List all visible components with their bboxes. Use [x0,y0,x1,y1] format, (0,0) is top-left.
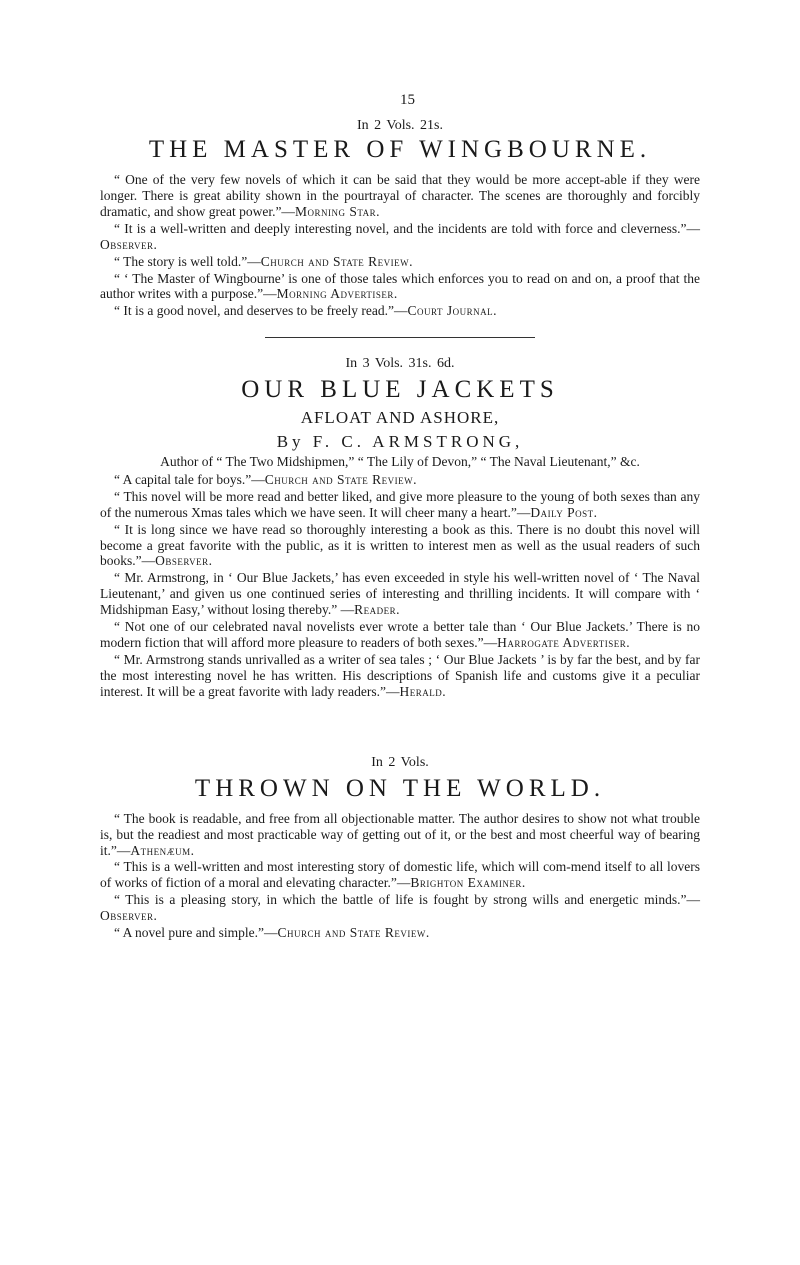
volumes-price: In 2 Vols. [371,754,429,770]
review-quote [100,652,700,700]
review-text: “ This is a pleasing story, in which the battle of life is fought by strong wills and energetic minds.”— [114,892,700,908]
review-text: “ ‘ The Master of Wingbourne’ is one of those tales which enforces you to read on and on, a proof that the author writes with a purpose.”— [100,270,700,302]
review-quote [100,892,700,924]
review-quote [100,489,700,521]
review-quote [100,472,700,488]
review-text: “ This novel will be more read and better liked, and give more pleasure to the young of both sexes than any of the numerous Xmas tales which we have seen. It will cheer many a heart.”— [100,488,700,520]
review-text: “ Not one of our celebrated naval novelists ever wrote a better tale than ‘ Our Blue Jackets.’ There is no modern fiction that will afford more pleasure to readers of both sexes.”— [100,619,700,651]
book-author: By F. C. ARMSTRONG, [276,432,524,452]
review-text: “ A capital tale for boys.”— [114,471,265,487]
review-source: Church and State Review. [264,471,417,487]
review-source: Morning Star. [294,203,380,219]
review-source: Observer. [155,553,213,569]
review-quote [100,221,700,253]
section-master-of-wingbourne [100,88,700,319]
review-source: Herald. [399,683,447,699]
section-divider [265,337,535,338]
book-title: THE MASTER OF WINGBOURNE. [148,136,652,163]
volumes-price: In 2 Vols. 21s. [356,118,443,133]
section-thrown-on-the-world [100,755,700,941]
section-our-blue-jackets [100,356,700,699]
review-source: Church and State Review. [277,925,430,941]
section-spacer [100,701,700,755]
review-source: Brighton Examiner. [410,875,526,891]
review-text: “ The book is readable, and free from all objectionable matter. The author desires to show not what trouble is, but the readiest and most practicable way of getting out of it, or the best and most cheerful way of bearing it.”— [100,810,700,858]
review-source: Harrogate Advertiser. [497,635,631,651]
review-source: Morning Advertiser. [276,286,398,302]
review-text: “ It is long since we have read so thoroughly interesting a book as this. There is no doubt this novel will become a great favorite with the public, as it is written to interest men as well as the usual readers of such books.”— [100,521,700,569]
review-quote [100,811,700,859]
volumes-price: In 3 Vols. 31s. 6d. [345,356,455,372]
review-source: Daily Post. [530,504,598,520]
book-subtitle: AFLOAT AND ASHORE, [300,408,500,428]
review-text: “ One of the very few novels of which it can be said that they would be more accept-able if they were longer. There is great ability shown in the pourtrayal of character. The scenes are thoroughly and forcibly dramatic, and show great power.”— [100,172,700,219]
review-quote [100,859,700,891]
review-quote [100,925,700,941]
review-quote [100,271,700,303]
review-quote [100,570,700,618]
review-source: Observer. [100,908,158,924]
review-source: Athenæum. [130,842,195,858]
review-quote [100,522,700,570]
review-text: “ The story is well told.”— [114,253,261,269]
review-text: “ It is a well-written and deeply interesting novel, and the incidents are told with force and cleverness.”— [114,220,700,236]
review-text: “ This is a well-written and most interesting story of domestic life, which will com-mend itself to all lovers of works of fiction of a moral and elevating character.”— [100,859,700,891]
review-text: “ Mr. Armstrong stands unrivalled as a writer of sea tales ; ‘ Our Blue Jackets ’ is by far the best, and by far the most interesting novel he has written. His descriptions of Spanish life and customs give it a peculiar interest. It will be a great favorite with lady readers.”— [100,651,700,699]
book-title: THROWN ON THE WORLD. [194,774,606,802]
review-source: Reader. [354,602,400,618]
author-other-works: Author of “ The Two Midshipmen,” “ The Lily of Devon,” “ The Naval Lieutenant,” &c. [160,454,640,470]
review-quote [100,172,700,220]
review-text: “ A novel pure and simple.”— [114,925,278,941]
review-quote [100,303,700,319]
review-quote [100,254,700,270]
review-quote [100,619,700,651]
book-title: OUR BLUE JACKETS [241,376,559,404]
review-source: Court Journal. [407,303,497,319]
review-text: “ It is a good novel, and deserves to be freely read.”— [114,303,408,319]
review-source: Observer. [100,236,158,252]
review-source: Church and State Review. [260,253,414,269]
page-number: 15 [400,92,415,108]
review-text: “ Mr. Armstrong, in ‘ Our Blue Jackets,’ has even exceeded in style his well-written novel of ‘ The Naval Lieutenant,’ and given us one continued series of interesting and thrilling incidents. It will compare with ‘ Midshipman Easy,’ without losing thereby.” — [100,570,700,618]
